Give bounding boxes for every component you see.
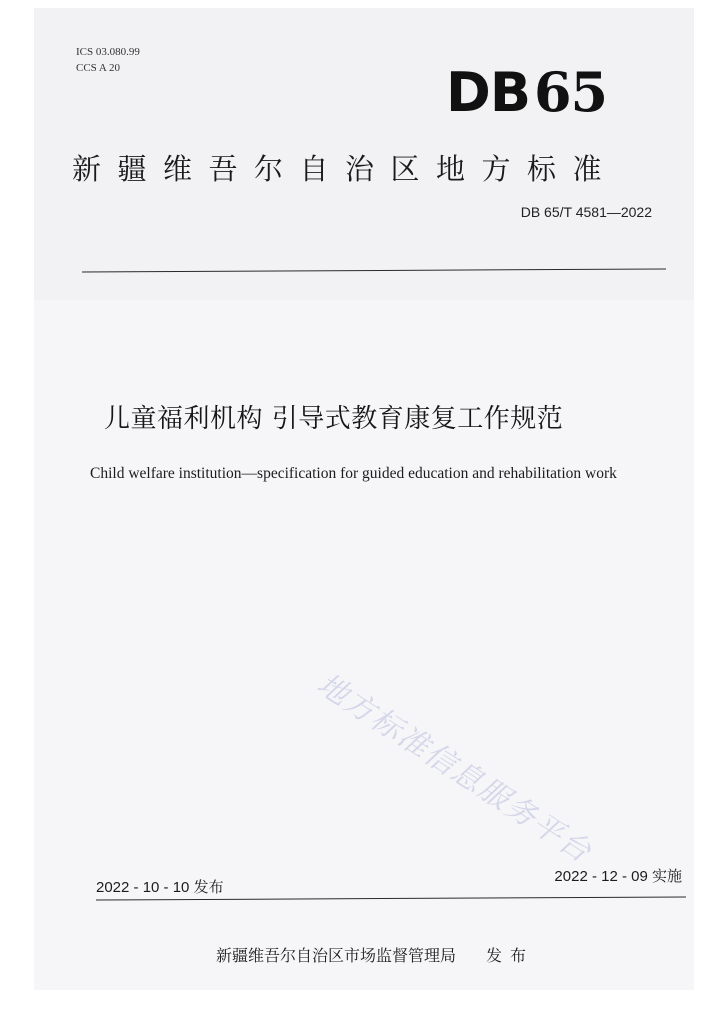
publisher xyxy=(216,943,534,966)
publisher-name: 新疆维吾尔自治区市场监督管理局 xyxy=(216,946,457,965)
title-english: Child welfare institution—specification for guided education and rehabilitation work xyxy=(90,465,617,482)
implementation-date: 2022 - 12 - 09 实施 xyxy=(554,868,682,885)
title-chinese: 儿童福利机构 引导式教育康复工作规范 xyxy=(104,404,564,434)
classification-codes xyxy=(76,44,140,76)
footer-divider xyxy=(96,896,686,900)
watermark: 地方标准信息服务平台 xyxy=(310,666,599,871)
ccs-code: CCS A 20 xyxy=(76,62,121,74)
issue-date: 2022 - 10 - 10 发布 xyxy=(96,879,224,896)
db-logo-letters: DB xyxy=(446,61,530,124)
standard-number: DB 65/T 4581—2022 xyxy=(520,204,652,220)
db65-logo xyxy=(446,62,607,123)
standard-type-heading: 新疆维吾尔自治区地方标准 xyxy=(72,152,619,186)
publisher-verb: 发布 xyxy=(486,946,535,965)
db-logo-number: 65 xyxy=(533,60,608,124)
document-page xyxy=(34,8,694,990)
ics-code: ICS 03.080.99 xyxy=(76,46,140,58)
